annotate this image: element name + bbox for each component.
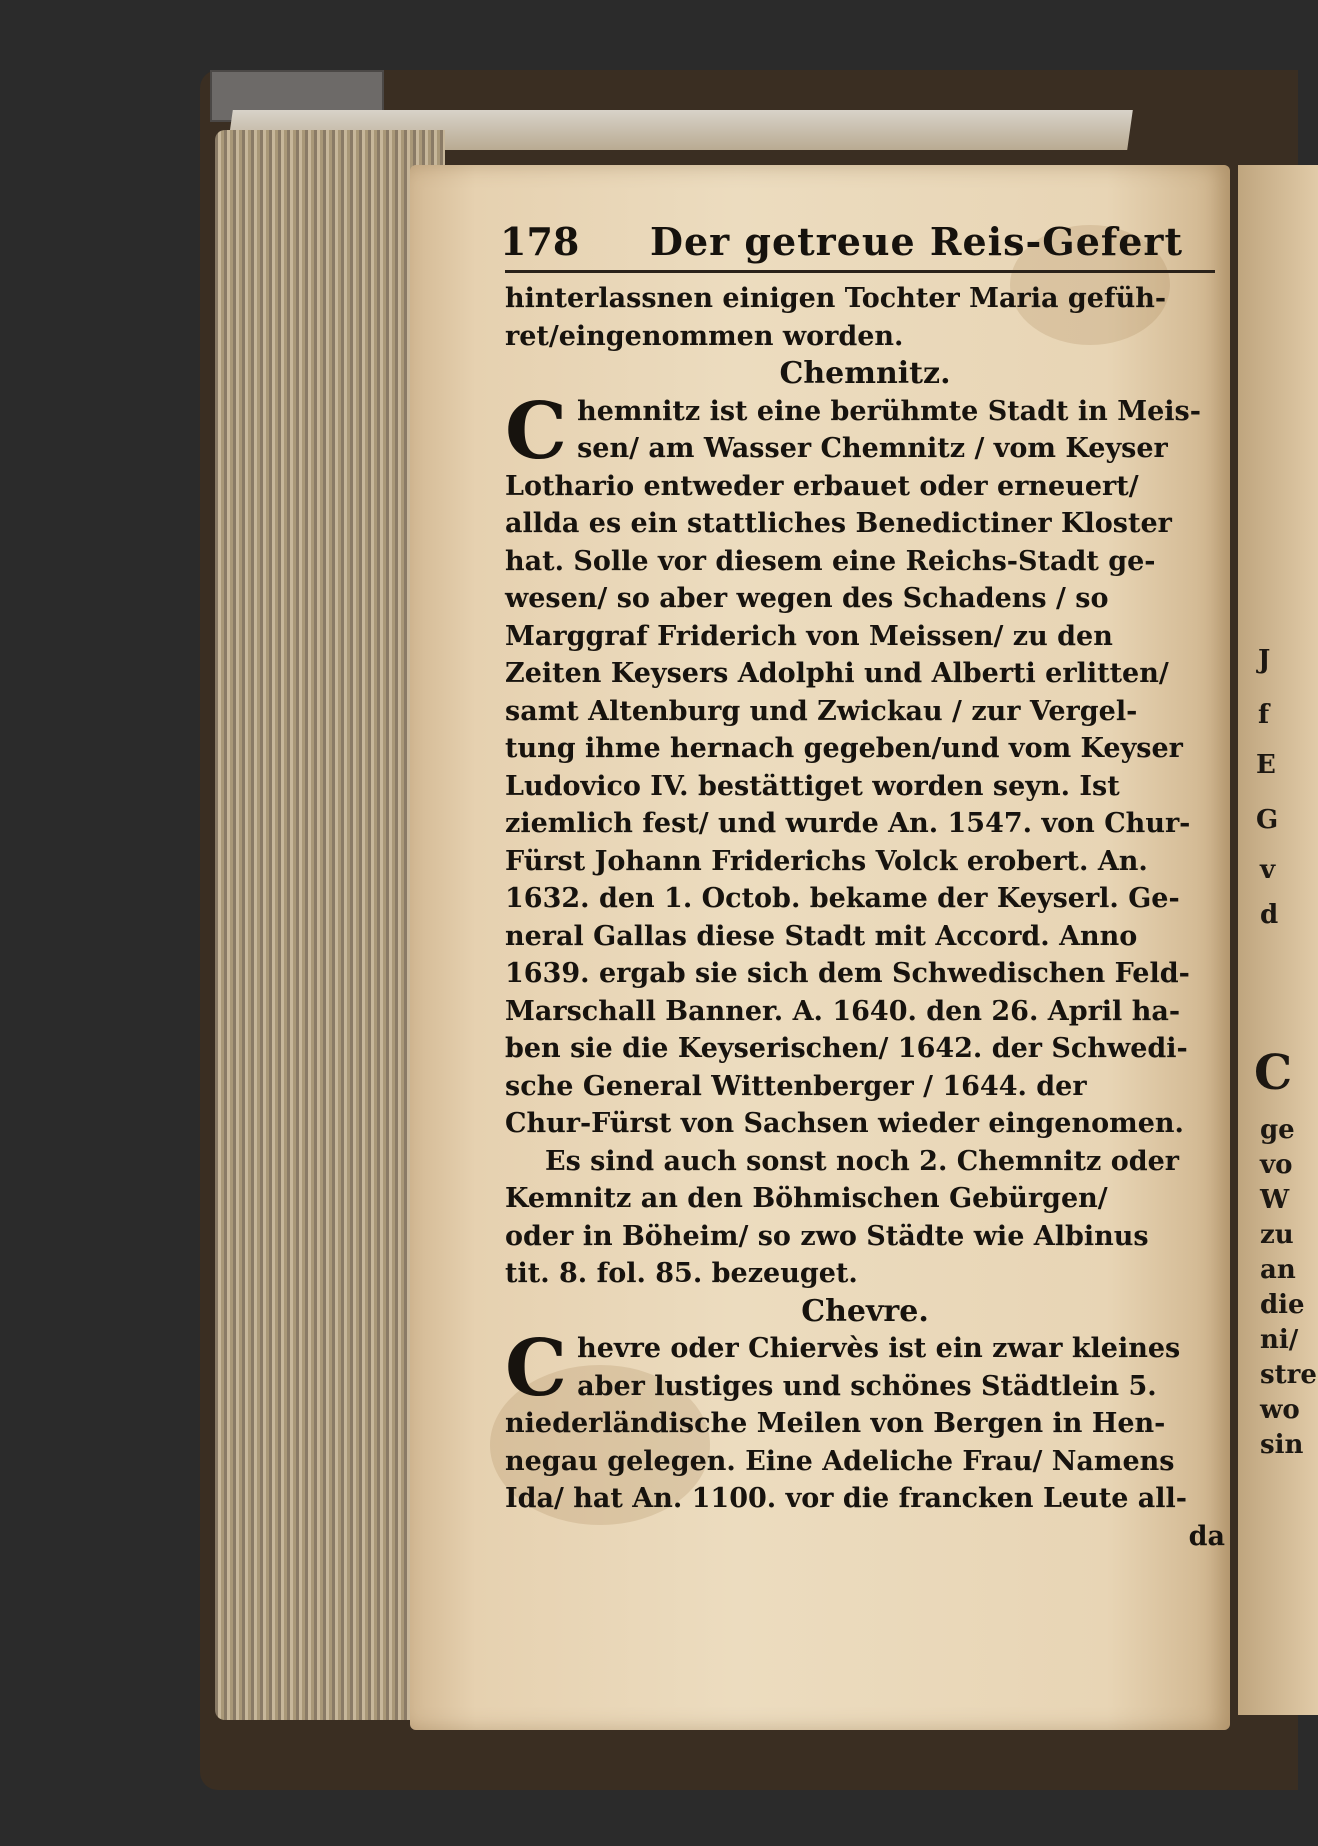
text-line: Ida/ hat An. 1100. vor die francken Leute all- — [505, 1483, 1188, 1514]
page-header — [500, 215, 1220, 265]
text-line: samt Altenburg und Zwickau / zur Vergel- — [505, 695, 1138, 727]
section-body-chevre — [505, 1323, 1225, 1518]
text-line: sche General Wittenberger / 1644. der — [505, 1070, 1087, 1102]
section-body-chemnitz — [505, 385, 1225, 1293]
facing-page-glyph: an — [1260, 1255, 1296, 1285]
text-line: allda es ein stattliches Benedictiner Kloster — [505, 508, 1172, 539]
section-heading-chevre: Chevre. — [801, 1293, 929, 1329]
text-line: neral Gallas diese Stadt mit Accord. Anno — [505, 920, 1138, 952]
text-line: Lothario entweder erbauet oder erneuert/ — [505, 470, 1139, 502]
text-line: ret/eingenommen worden. — [505, 320, 904, 352]
text-line: Marschall Banner. A. 1640. den 26. April ha- — [505, 995, 1181, 1027]
facing-page-glyph: wo — [1260, 1395, 1300, 1425]
text-line: Zeiten Keysers Adolphi und Alberti erlitten/ — [505, 658, 1169, 689]
header-rule — [505, 270, 1215, 273]
text-line: Marggraf Friderich von Meissen/ zu den — [505, 620, 1113, 652]
text-line: Ludovico IV. bestättiget worden seyn. Ist — [505, 770, 1120, 802]
facing-page-glyph: E — [1256, 750, 1276, 780]
catchword: da — [1188, 1520, 1225, 1552]
drop-initial: C — [505, 385, 568, 477]
running-title: Der getreue Reis-Gefert — [650, 219, 1183, 264]
facing-page-glyph: sin — [1260, 1430, 1304, 1460]
facing-page-glyph: J — [1258, 645, 1271, 675]
facing-page-glyph: f — [1258, 700, 1270, 730]
text-line: hevre oder Chiervès ist ein zwar kleines — [577, 1333, 1181, 1364]
text-line: Chur-Fürst von Sachsen wieder eingenomen. — [505, 1108, 1184, 1139]
facing-page-glyph: d — [1260, 900, 1279, 930]
text-line: tung ihme hernach gegeben/und vom Keyser — [505, 733, 1183, 764]
drop-initial: C — [505, 1323, 568, 1414]
text-line: Es sind auch sonst noch 2. Chemnitz oder — [545, 1145, 1179, 1177]
text-line: aber lustiges und schönes Städtlein 5. — [577, 1370, 1157, 1402]
page-number: 178 — [500, 219, 580, 264]
text-line: Kemnitz an den Böhmischen Gebürgen/ — [505, 1183, 1108, 1214]
text-line: 1639. ergab sie sich dem Schwedischen Feld- — [505, 958, 1190, 989]
text-line: Fürst Johann Friderichs Volck erobert. An. — [505, 845, 1148, 877]
facing-page-glyph: ge — [1260, 1115, 1295, 1145]
text-line: hemnitz ist eine berühmte Stadt in Meis- — [577, 395, 1201, 427]
facing-page-glyph: stre — [1260, 1360, 1317, 1390]
facing-page-glyph: v — [1260, 855, 1276, 885]
text-line: sen/ am Wasser Chemnitz / vom Keyser — [577, 433, 1168, 464]
facing-page-glyph: C — [1254, 1045, 1293, 1101]
text-line: hinterlassnen einigen Tochter Maria gefüh- — [505, 283, 1167, 314]
facing-page-glyph: vo — [1260, 1150, 1293, 1180]
text-line: oder in Böheim/ so zwo Städte wie Albinus — [505, 1220, 1149, 1252]
text-line: wesen/ so aber wegen des Schadens / so — [505, 583, 1109, 614]
facing-page-glyph: W — [1260, 1185, 1290, 1215]
text-line: ziemlich fest/ und wurde An. 1547. von Chur- — [505, 808, 1191, 839]
text-line: negau gelegen. Eine Adeliche Frau/ Namens — [505, 1445, 1175, 1477]
facing-page-glyph: G — [1256, 805, 1279, 835]
text-line: niederländische Meilen von Bergen in Hen- — [505, 1408, 1166, 1439]
facing-page-glyph: die — [1260, 1290, 1305, 1320]
page-text — [505, 280, 1225, 1555]
facing-page-glyph: ni/ — [1260, 1325, 1299, 1355]
text-line: ben sie die Keyserischen/ 1642. der Schwedi- — [505, 1033, 1188, 1064]
text-line: hat. Solle vor diesem eine Reichs-Stadt ge- — [505, 545, 1156, 577]
section-heading-chemnitz: Chemnitz. — [779, 356, 951, 391]
text-line: 1632. den 1. Octob. bekame der Keyserl. Ge- — [505, 883, 1180, 914]
facing-page-glyph: zu — [1260, 1220, 1294, 1250]
facing-page — [1238, 165, 1318, 1715]
text-line: tit. 8. fol. 85. bezeuget. — [505, 1258, 858, 1289]
